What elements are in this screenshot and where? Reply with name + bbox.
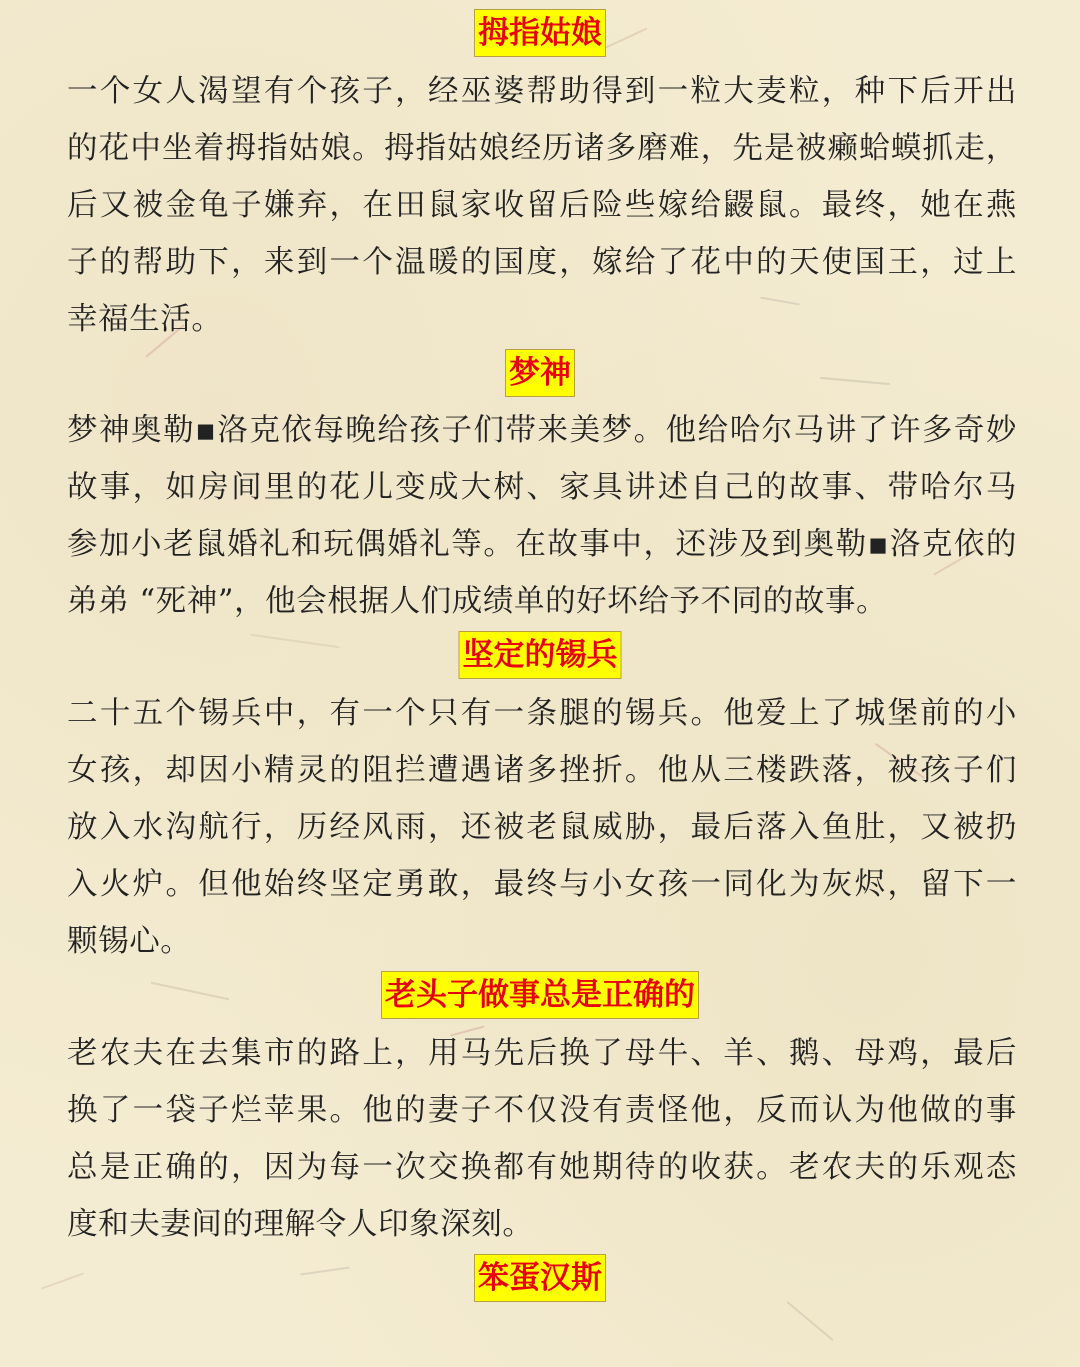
paper-fiber [786, 1301, 833, 1341]
paper-fiber [300, 1267, 350, 1276]
paragraph-old-man [67, 1025, 1017, 1253]
text-line: 老农夫在去集市的路上，用马先后换了母牛、羊、鹅、母鸡，最后 [67, 1036, 1017, 1071]
text-line: 换了一袋子烂苹果。他的妻子不仅没有责怪他，反而认为他做的事 [67, 1093, 1017, 1128]
section-title-clumsy-hans: 笨蛋汉斯 [474, 1254, 606, 1302]
paragraph-tin-soldier [67, 685, 1017, 970]
section-title-tin-soldier: 坚定的锡兵 [459, 631, 622, 679]
text-line: 度和夫妻间的理解令人印象深刻。 [67, 1207, 534, 1242]
section-title-dream-god: 梦神 [505, 349, 575, 397]
section-title-old-man: 老头子做事总是正确的 [381, 971, 699, 1019]
text-line: 女孩，却因小精灵的阻拦遭遇诸多挫折。他从三楼跌落，被孩子们 [67, 753, 1017, 788]
text-line: 子的帮助下，来到一个温暖的国度，嫁给了花中的天使国王，过上 [67, 245, 1017, 280]
text-line: 幸福生活。 [67, 302, 223, 337]
paper-fiber [41, 1272, 84, 1289]
text-line: 颗锡心。 [67, 924, 192, 959]
text-line: 放入水沟航行，历经风雨，还被老鼠威胁，最后落入鱼肚，又被扔 [67, 810, 1017, 845]
text-line: 参加小老鼠婚礼和玩偶婚礼等。在故事中，还涉及到奥勒▪洛克依的 [67, 527, 1017, 562]
text-line: 梦神奥勒▪洛克依每晚给孩子们带来美梦。他给哈尔马讲了许多奇妙 [67, 413, 1017, 448]
section-title-thumbelina: 拇指姑娘 [474, 9, 606, 57]
paper-fiber [820, 377, 890, 385]
text-line: 一个女人渴望有个孩子，经巫婆帮助得到一粒大麦粒，种下后开出 [67, 74, 1017, 109]
text-line: 总是正确的，因为每一次交换都有她期待的收获。老农夫的乐观态 [67, 1150, 1017, 1185]
paper-fiber [250, 634, 339, 649]
text-line: 后又被金龟子嫌弃，在田鼠家收留后险些嫁给鼹鼠。最终，她在燕 [67, 188, 1017, 223]
text-line: 故事，如房间里的花儿变成大树、家具讲述自己的故事、带哈尔马 [67, 470, 1017, 505]
text-line: 的花中坐着拇指姑娘。拇指姑娘经历诸多磨难，先是被癞蛤蟆抓走， [67, 131, 1017, 166]
paragraph-thumbelina [67, 63, 1017, 348]
paragraph-dream-god [67, 402, 1017, 630]
text-line: 弟弟 “死神”，他会根据人们成绩单的好坏给予不同的故事。 [67, 584, 888, 619]
paper-fiber [151, 982, 230, 1001]
text-line: 二十五个锡兵中，有一个只有一条腿的锡兵。他爱上了城堡前的小 [67, 696, 1017, 731]
text-line: 入火炉。但他始终坚定勇敢，最终与小女孩一同化为灰烬，留下一 [67, 867, 1017, 902]
